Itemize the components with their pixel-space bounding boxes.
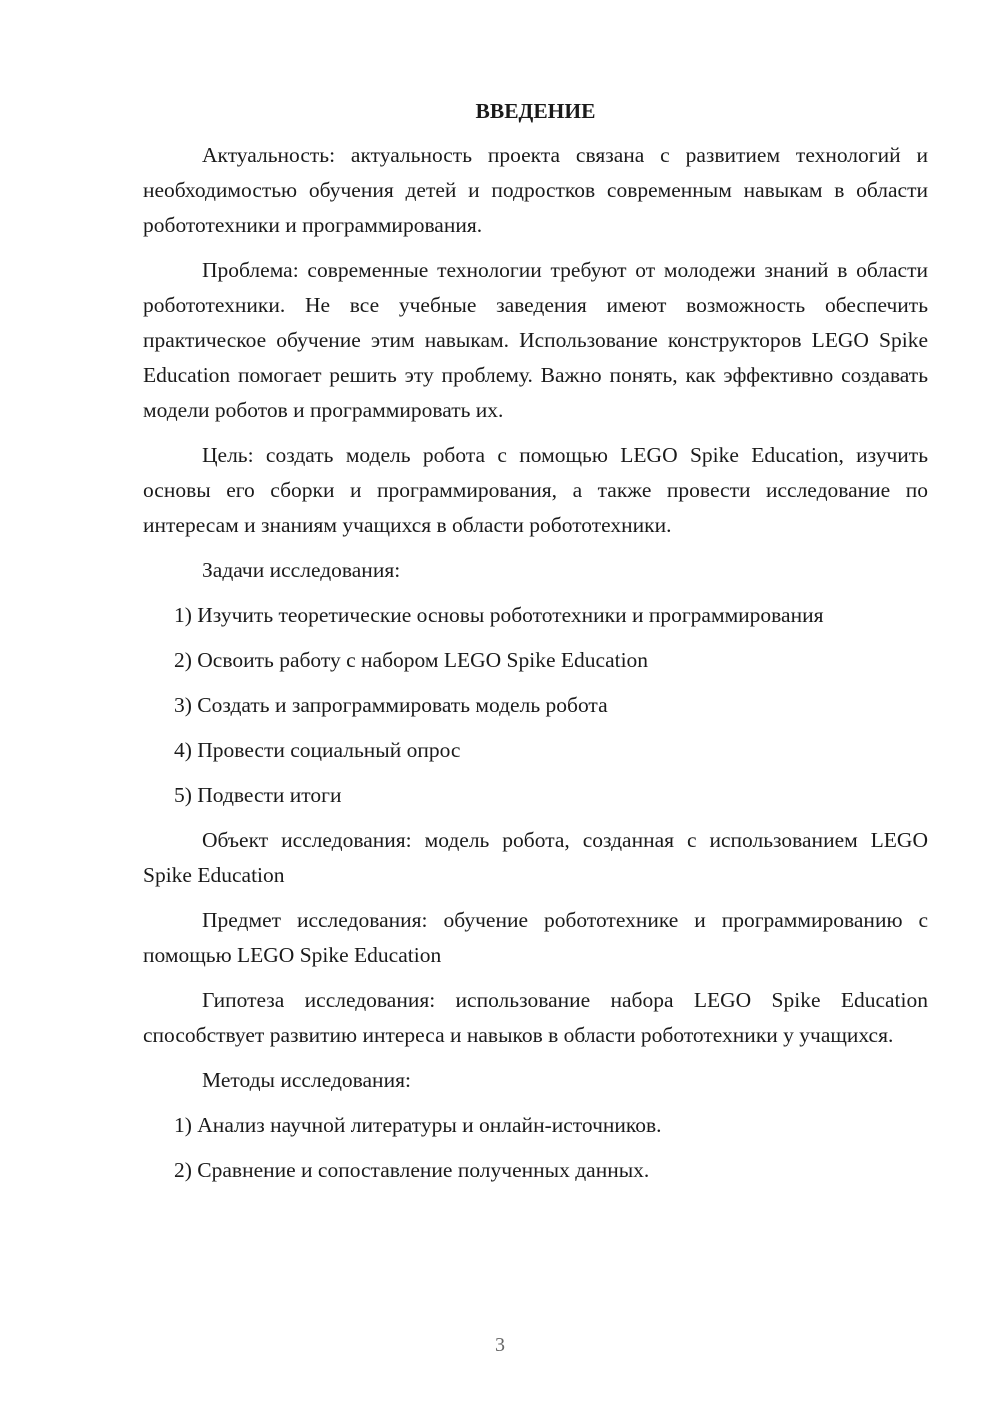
page-number: 3	[495, 1334, 505, 1356]
page-title: ВВЕДЕНИЕ	[475, 99, 596, 123]
tasks-list	[143, 598, 928, 813]
list-item: 3) Создать и запрограммировать модель робота	[174, 693, 608, 717]
methods-label: Методы исследования:	[202, 1068, 411, 1092]
paragraph-relevance: Актуальность: актуальность проекта связана с развитием технологий и необходимостью обучения детей и подростков современным навыкам в области робототехники и программирования.	[143, 143, 928, 237]
list-item: 2) Освоить работу с набором LEGO Spike Education	[174, 648, 649, 672]
methods-list	[143, 1108, 928, 1188]
paragraph-goal: Цель: создать модель робота с помощью LEGO Spike Education, изучить основы его сборки и программирования, а также провести исследование по интересам и знаниям учащихся в области робототехники.	[143, 443, 928, 537]
paragraph-problem: Проблема: современные технологии требуют от молодежи знаний в области робототехники. Не все учебные заведения имеют возможность обеспечить практическое обучение этим навыкам. Использование конструкторов LEGO Spike Education помогает решить эту проблему. Важно понять, как эффективно создавать модели роботов и программировать их.	[143, 258, 928, 422]
paragraph-object: Объект исследования: модель робота, созданная с использованием LEGO Spike Education	[143, 828, 928, 887]
tasks-label: Задачи исследования:	[202, 558, 401, 582]
list-item: 5) Подвести итоги	[174, 783, 342, 807]
document-page	[143, 96, 928, 1198]
paragraph-hypothesis: Гипотеза исследования: использование набора LEGO Spike Education способствует развитию интереса и навыков в области робототехники у учащихся.	[143, 988, 928, 1047]
paragraph-subject: Предмет исследования: обучение робототехнике и программированию с помощью LEGO Spike Education	[143, 908, 928, 967]
list-item: 4) Провести социальный опрос	[174, 738, 461, 762]
list-item: 1) Анализ научной литературы и онлайн-источников.	[174, 1113, 662, 1137]
list-item: 1) Изучить теоретические основы робототехники и программирования	[174, 603, 824, 627]
list-item: 2) Сравнение и сопоставление полученных данных.	[174, 1158, 650, 1182]
